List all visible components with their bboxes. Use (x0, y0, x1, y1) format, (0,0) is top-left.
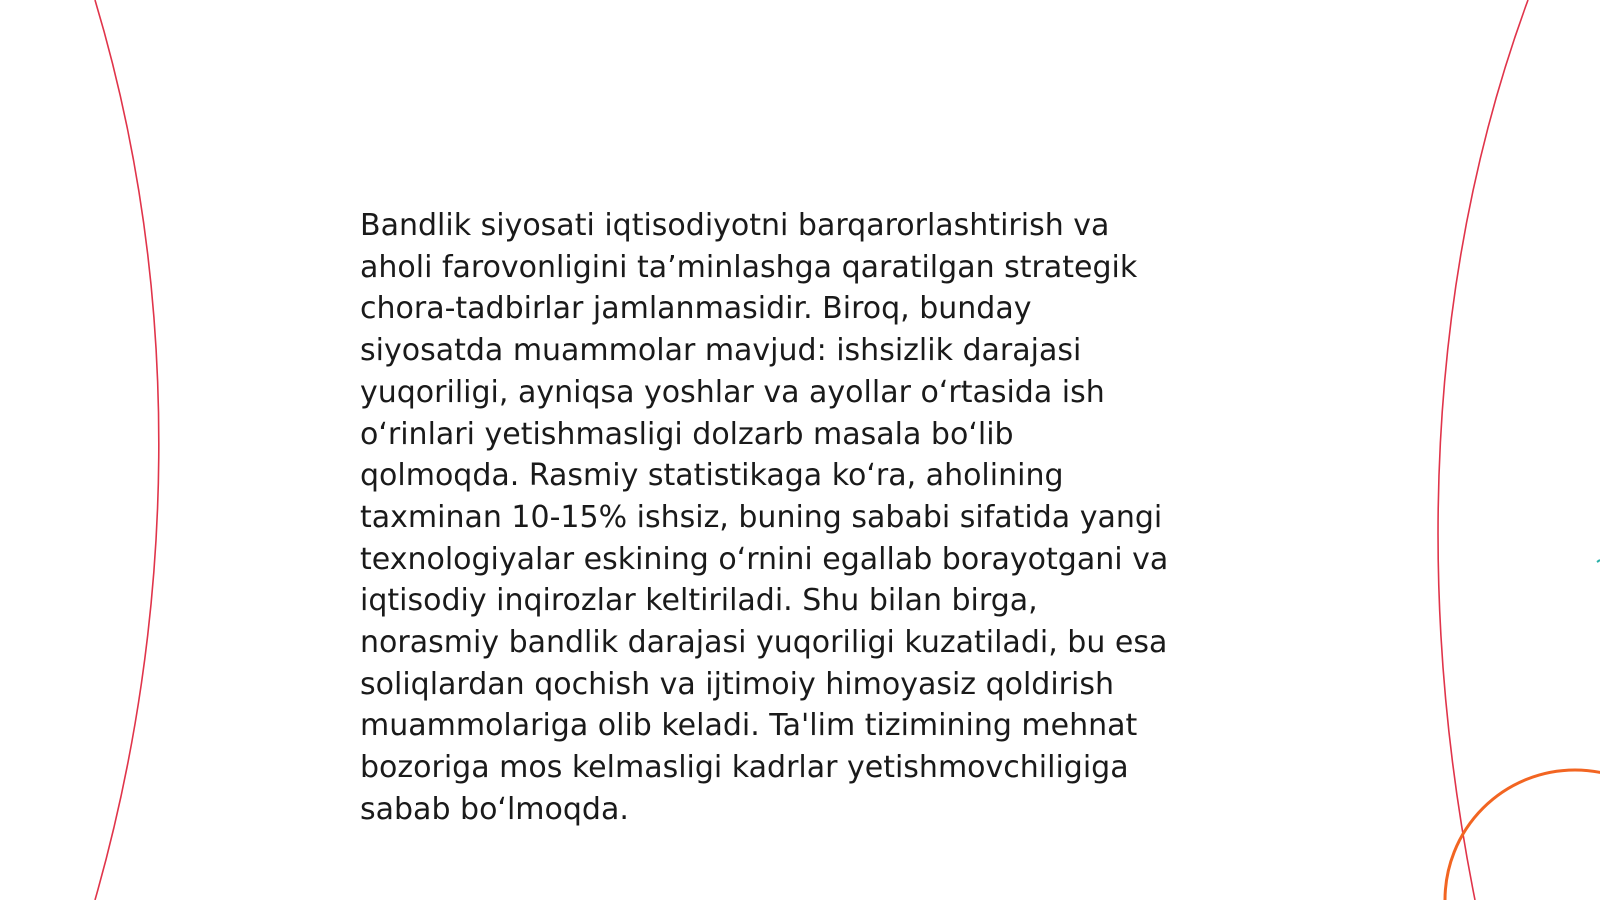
paragraph-line: aholi farovonligini ta’minlashga qaratilgan strategik (360, 249, 1138, 285)
orange-circle-arc (1445, 770, 1600, 900)
paragraph-line: iqtisodiy inqirozlar keltiriladi. Shu bilan birga, (360, 583, 1038, 619)
paragraph-line: chora-tadbirlar jamlanmasidir. Biroq, bunday (360, 291, 1032, 327)
paragraph-line: bozoriga mos kelmasligi kadrlar yetishmovchiligiga (360, 750, 1129, 786)
body-paragraph (360, 205, 1240, 831)
paragraph-line: taxminan 10-15% ishsiz, buning sababi sifatida yangi (360, 499, 1163, 535)
paragraph-line: muammolariga olib keladi. Ta'lim tizimining mehnat (360, 708, 1138, 744)
right-red-arc (1438, 0, 1528, 900)
paragraph-line: soliqlardan qochish va ijtimoiy himoyasiz qoldirish (360, 666, 1114, 702)
paragraph-line: yuqoriligi, ayniqsa yoshlar va ayollar oʻrtasida ish (360, 374, 1105, 410)
paragraph-line: texnologiyalar eskining oʻrnini egallab borayotgani va (360, 541, 1169, 577)
paragraph-line: Bandlik siyosati iqtisodiyotni barqarorlashtirish va (360, 208, 1110, 243)
paragraph-line: norasmiy bandlik darajasi yuqoriligi kuzatiladi, bu esa (360, 625, 1168, 661)
left-red-arc (95, 0, 159, 900)
paragraph-line: oʻrinlari yetishmasligi dolzarb masala boʻlib (360, 416, 1014, 452)
paragraph-line: qolmoqda. Rasmiy statistikaga koʻra, aholining (360, 458, 1064, 494)
paragraph-line: siyosatda muammolar mavjud: ishsizlik darajasi (360, 333, 1082, 369)
paragraph-line: sabab boʻlmoqda. (360, 791, 629, 827)
